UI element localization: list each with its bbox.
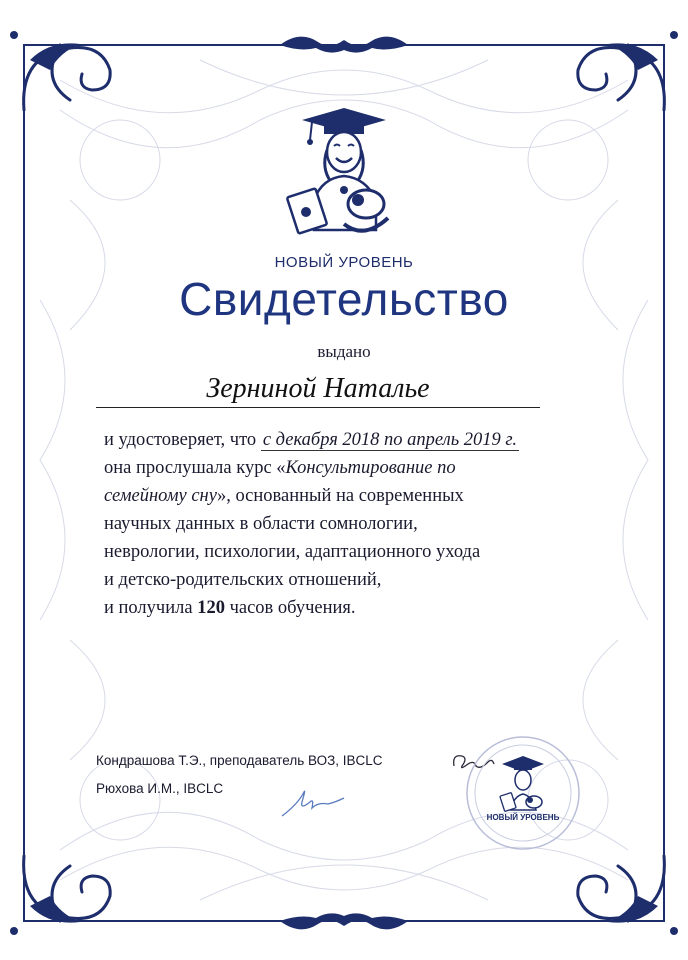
signatory-2: Рюхова И.М., IBCLC: [96, 781, 224, 796]
study-period: с декабря 2018 по апрель 2019 г.: [262, 430, 518, 450]
body-line-2: [104, 454, 604, 482]
line7-suffix: часов обучения.: [224, 598, 356, 618]
graduate-mother-baby-logo: [284, 100, 404, 245]
body-line-4: научных данных в области сомнологии,: [104, 514, 418, 534]
course-name-part2: семейному сну: [104, 486, 217, 506]
handwritten-signature-2: [278, 780, 348, 820]
line1-prefix: и удостоверяет, что: [104, 430, 257, 450]
round-seal-icon: [464, 734, 582, 852]
hours-count: 120: [197, 598, 225, 618]
body-line-1: [104, 426, 604, 454]
certificate-title: Свидетельство: [179, 273, 509, 325]
signatory-1: Кондрашова Т.Э., преподаватель ВОЗ, IBCLC: [96, 753, 383, 768]
line3-suffix: », основанный на современных: [216, 486, 464, 506]
recipient-name: Зерниной Наталье: [96, 373, 540, 408]
body-line-3: [104, 482, 604, 510]
certificate-body: [104, 426, 604, 622]
body-line-5: неврологии, психологии, адаптационного ухода: [104, 542, 481, 562]
course-name-part1: Консультирование по: [285, 458, 456, 478]
issued-label: выдано: [317, 342, 371, 361]
body-line-7: [104, 594, 604, 622]
body-line-6: и детско-родительских отношений,: [104, 570, 382, 590]
line2-prefix: она прослушала курс «: [104, 458, 286, 478]
stamp-label: НОВЫЙ УРОВЕНЬ: [486, 813, 560, 822]
line7-prefix: и получила: [104, 598, 198, 618]
brand-name: НОВЫЙ УРОВЕНЬ: [274, 254, 414, 271]
